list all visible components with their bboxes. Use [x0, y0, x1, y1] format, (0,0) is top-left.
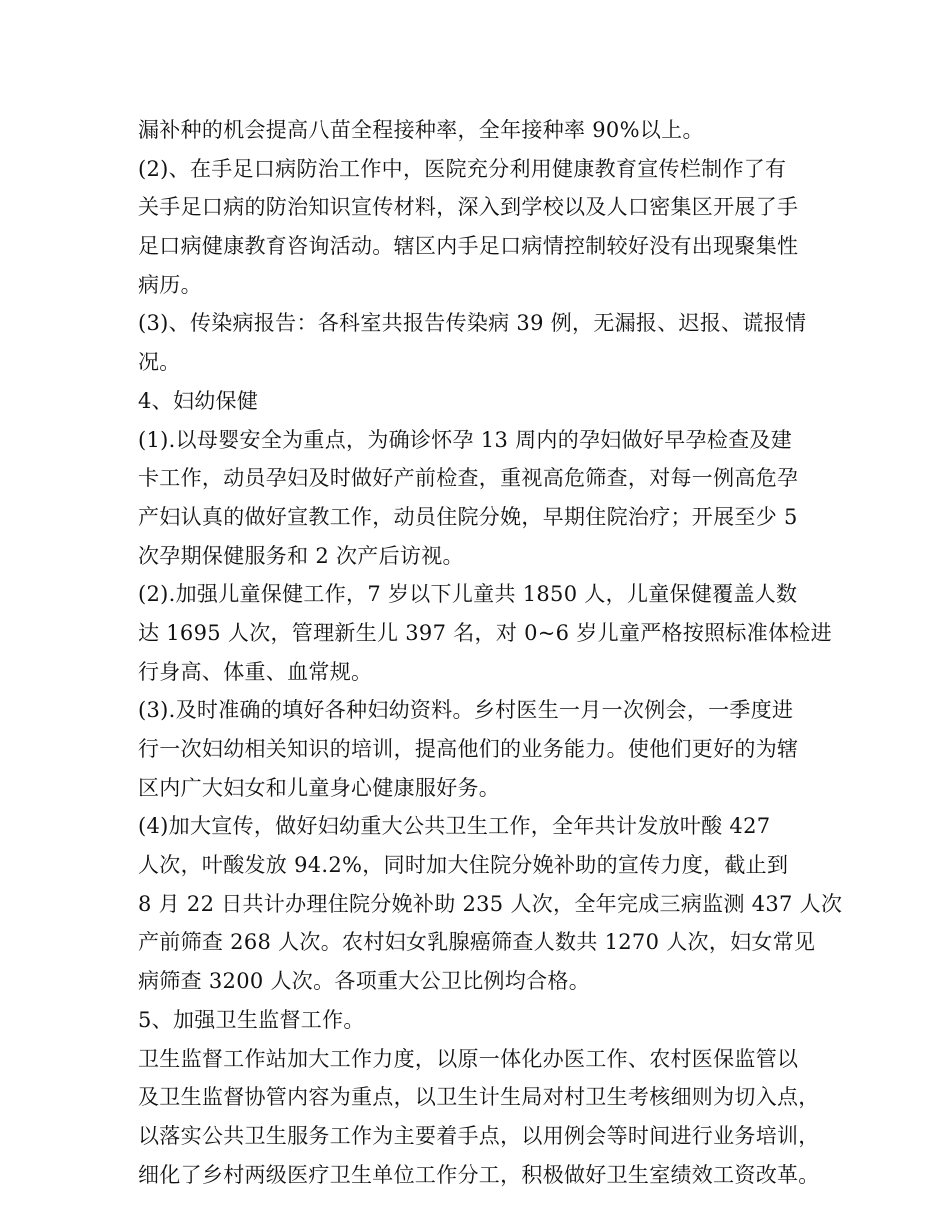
- text-line: 8 月 22 日共计办理住院分娩补助 235 人次，全年完成三病监测 437 人次: [138, 891, 843, 916]
- text-line: (2)、在手足口病防治工作中，医院充分利用健康教育宣传栏制作了有: [138, 156, 787, 181]
- section-heading: 4、妇幼保健: [138, 388, 259, 413]
- text-line: 及卫生监督协管内容为重点，以卫生计生局对村卫生考核细则为切入点，: [138, 1085, 820, 1110]
- text-line: 卡工作，动员孕妇及时做好产前检查，重视高危筛查，对每一例高危孕: [138, 466, 799, 491]
- text-line: 产前筛查 268 人次。农村妇女乳腺癌筛查人数共 1270 人次，妇女常见: [138, 930, 816, 955]
- text-line: 行一次妇幼相关知识的培训，提高他们的业务能力。使他们更好的为辖: [138, 737, 799, 761]
- text-line: 以落实公共卫生服务工作为主要着手点，以用例会等时间进行业务培训，: [138, 1123, 820, 1148]
- text-line: (1).以母婴安全为重点，为确诊怀孕 13 周内的孕妇做好早孕检查及建: [138, 427, 792, 452]
- text-line: (3).及时准确的填好各种妇幼资料。乡村医生一月一次例会，一季度进: [138, 698, 794, 723]
- text-line: (4)加大宣传，做好妇幼重大公共卫生工作，全年共计发放叶酸 427: [138, 814, 771, 839]
- text-line: (2).加强儿童保健工作，7 岁以下儿童共 1850 人，儿童保健覆盖人数: [138, 582, 798, 607]
- text-line: 况。: [138, 350, 181, 375]
- text-line: 卫生监督工作站加大工作力度，以原一体化办医工作、农村医保监管以: [138, 1046, 799, 1071]
- text-line: 漏补种的机会提高八苗全程接种率，全年接种率 90%以上。: [138, 118, 704, 142]
- text-line: (3)、传染病报告：各科室共报告传染病 39 例，无漏报、迟报、谎报情: [138, 311, 807, 336]
- text-line: 行身高、体重、血常规。: [138, 659, 373, 684]
- text-line: 人次，叶酸发放 94.2%，同时加大住院分娩补助的宣传力度，截止到: [138, 853, 789, 878]
- text-line: 病历。: [138, 272, 202, 297]
- text-line: 细化了乡村两级医疗卫生单位工作分工，积极做好卫生室绩效工资改革。: [138, 1162, 820, 1187]
- section-heading: 5、加强卫生监督工作。: [138, 1007, 365, 1032]
- text-line: 产妇认真的做好宣教工作，动员住院分娩，早期住院治疗；开展至少 5: [138, 504, 798, 529]
- text-line: 次孕期保健服务和 2 次产后访视。: [138, 543, 464, 568]
- text-line: 区内广大妇女和儿童身心健康服好务。: [138, 775, 501, 800]
- document-body: [138, 111, 843, 1194]
- text-line: 病筛查 3200 人次。各项重大公卫比例均合格。: [138, 969, 590, 994]
- text-line: 足口病健康教育咨询活动。辖区内手足口病情控制较好没有出现聚集性: [138, 234, 799, 259]
- text-line: 达 1695 人次，管理新生儿 397 名，对 0~6 岁儿童严格按照标准体检进: [138, 620, 832, 645]
- text-line: 关手足口病的防治知识宣传材料，深入到学校以及人口密集区开展了手: [138, 195, 799, 220]
